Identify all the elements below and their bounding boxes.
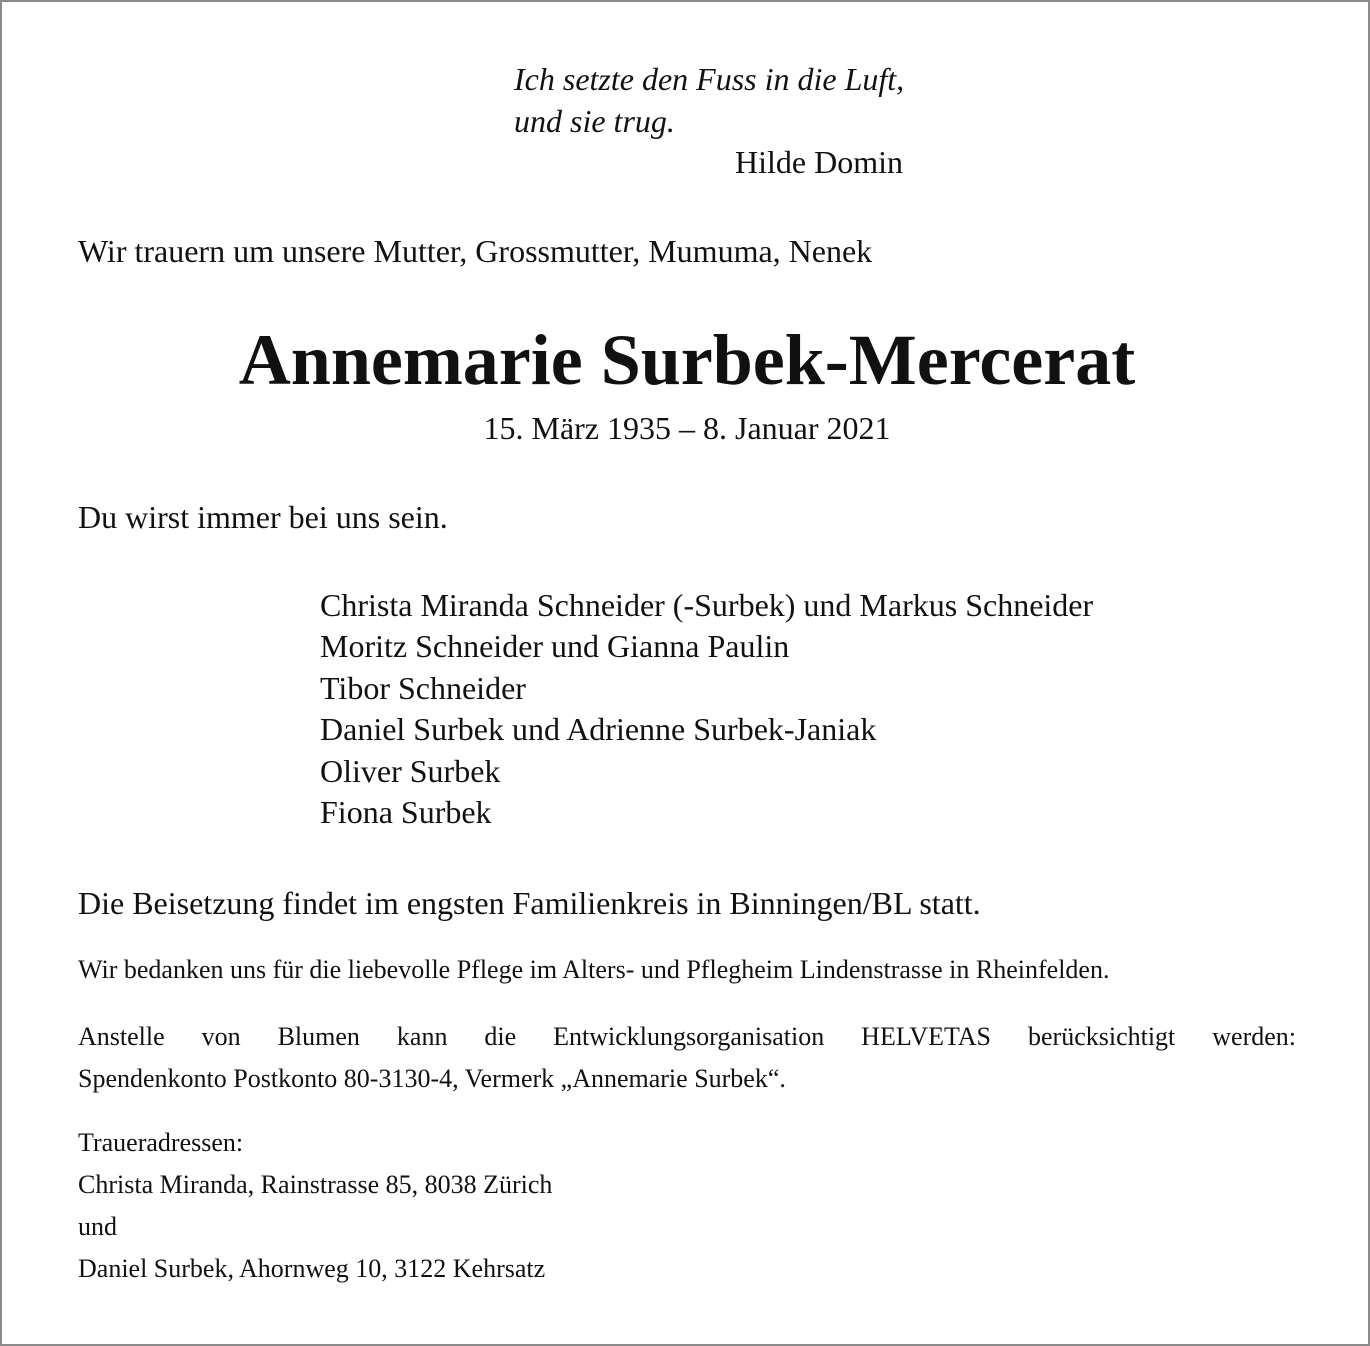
addresses-block: [78, 1122, 552, 1290]
quote: [514, 58, 904, 142]
donation-line: Spendenkonto Postkonto 80-3130-4, Vermerk „Annemarie Surbek“.: [78, 1064, 786, 1093]
quote-line: Ich setzte den Fuss in die Luft,: [514, 61, 905, 97]
mourners-list: [320, 585, 1093, 833]
motto-text: Du wirst immer bei uns sein.: [78, 499, 448, 535]
address-line: Christa Miranda, Rainstrasse 85, 8038 Zürich: [78, 1170, 553, 1199]
mourner-line: Moritz Schneider und Gianna Paulin: [320, 628, 790, 665]
intro-text: Wir trauern um unsere Mutter, Grossmutter, Mumuma, Nenek: [78, 233, 873, 269]
donation-info: [78, 1016, 1296, 1100]
mourner-line: Fiona Surbek: [320, 794, 492, 831]
addresses-heading: Traueradressen:: [78, 1128, 244, 1157]
deceased-name: Annemarie Surbek-Mercerat: [238, 320, 1136, 400]
mourner-line: Tibor Schneider: [320, 669, 526, 706]
address-line: Daniel Surbek, Ahornweg 10, 3122 Kehrsatz: [78, 1254, 546, 1283]
mourner-line: Daniel Surbek und Adrienne Surbek-Janiak: [320, 711, 877, 748]
mourner-line: Oliver Surbek: [320, 752, 501, 789]
donation-line: Anstelle von Blumen kann die Entwicklungsorganisation HELVETAS berücksichtigt werden:: [78, 1022, 1296, 1051]
quote-line: und sie trug.: [514, 103, 675, 139]
address-line: und: [78, 1212, 117, 1241]
quote-author: Hilde Domin: [735, 144, 903, 180]
mourner-line: Christa Miranda Schneider (-Surbek) und Markus Schneider: [320, 587, 1094, 623]
funeral-info: Die Beisetzung findet im engsten Familienkreis in Binningen/BL statt.: [78, 885, 981, 921]
life-dates: 15. März 1935 – 8. Januar 2021: [483, 410, 891, 446]
thanks-text: Wir bedanken uns für die liebevolle Pflege im Alters- und Pflegheim Lindenstrasse in Rheinfelden.: [78, 955, 1110, 984]
